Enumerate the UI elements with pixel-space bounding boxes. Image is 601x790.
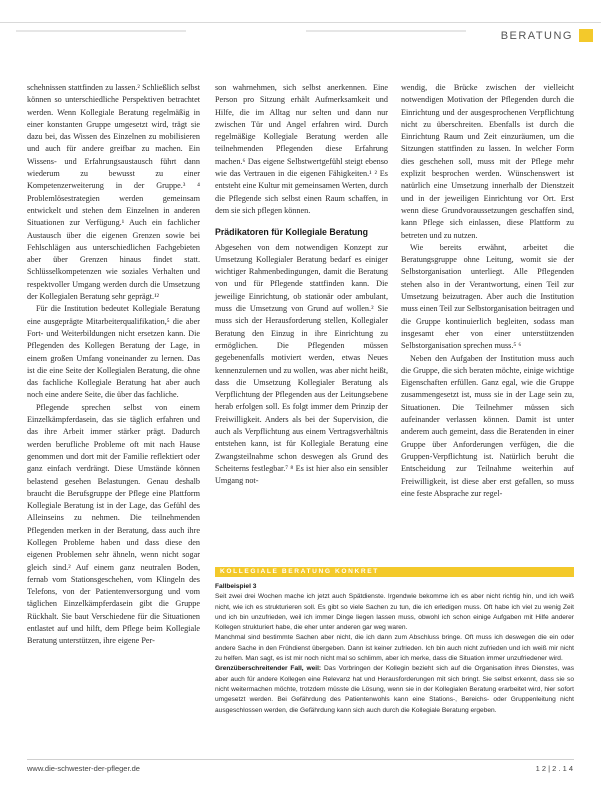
column-3: [401, 82, 574, 560]
header-decoration-left: [16, 30, 186, 32]
footer-url[interactable]: www.die-schwester-der-pfleger.de: [27, 764, 140, 773]
case-text-3: [215, 664, 574, 715]
section-badge: [579, 29, 593, 42]
col1-paragraph-3: Pflegende sprechen selbst von einem Einzelkämpferdasein, das sie täglich erfahren und das ihre Arbeit immer stärker prägt. Dadurch werden berufliche Probleme oft mit nach Hause genommen und dort mit der Familie reflektiert oder ganz einfach verdrängt. Diese Umstände können belastend gesehen Belastungen. Genau deshalb braucht die Berufsgruppe der Pflege eine Plattform Kollegiale Beratung ist in der Lage, das Gefühl des Alleinseins zu nehmen. Die teilnehmenden Pflegenden merken in der Beratung, dass auch ihre Kollegen Probleme haben und dass diese den eigenen Problemen sehr ähneln, wenn nicht sogar gleich sind.² Auf einem ganz neutralen Boden, fernab vom Stationsgeschehen, vom Klingeln des Telefons, von der Patientenversorgung und vom täglichen Einzelkämpferdasein gibt die Gruppe Rückhalt. Sie baut Verschiedene für die Situationen entlastet auf und hilft, dem Pflege beim Kollegiale Beratung unterstützen, ihre eigene Per-: [27, 402, 200, 646]
case-bold-label: Grenzüberschreitender Fall, weil:: [215, 665, 322, 673]
case-text-3-body: Das Vorbringen der Kollegin bezieht sich auf die Organisation ihres Dienstes, was aber auch für andere Kollegen eine Relevanz hat und Herausforderungen mit sich bringt. Sie selbst erkennt, dass sie so nicht weitermachen möchte, trotzdem müsste die Lösung, wenn sie in der Kollegialen Beratung erarbeitet wird, hier sofort umgesetzt werden. Bei Gefährdung des Patientenwohls kann eine Stations-, Bereichs- oder Gruppenleitung nicht ausgeschlossen werden, die Gefährdung kann sich auch durch die Kollegiale Beratung ergeben.: [215, 665, 574, 714]
case-box-header: KOLLEGIALE BERATUNG KONKRET: [215, 567, 574, 577]
header-decoration-middle: [306, 30, 466, 32]
column-1: [27, 82, 200, 758]
case-title: Fallbeispiel 3: [215, 583, 257, 590]
col3-paragraph-3: Neben den Aufgaben der Institution muss auch die Gruppe, die sich beraten möchte, einige wichtige Eigenschaften erfüllen. Ganz egal, wie die Gruppe zusammengesetzt ist, muss sie in der Lage sein zu, Situationen. Die Teilnehmer müssen sich aufeinander verlassen können. Damit ist unter anderem auch gemeint, dass die Beratenden in einer Gruppe über Anforderungen verfügen, die die Gruppen-Verpflichtung ist. Natürlich beruht die Entscheidung zur Teilnahme weiterhin auf Freiwilligkeit, ist diese aber erst gefallen, so muss eine feste Absprache zur regel-: [401, 353, 574, 498]
case-box-body: [215, 577, 574, 716]
footer-rule: [27, 759, 574, 760]
col1-paragraph-2: Für die Institution bedeutet Kollegiale Beratung eine ausgeprägte Mitarbeiterqualifikation,⁵ die aber Fort- und Weiterbildungen nicht ersetzen kann. Die Pflegenden des Kollegen Beratung der Lage, in einem großen Umfang voneinander zu lernen. Das ist die eine Seite der Kollegialen Beratung, die ohne das fachliche Kollegiale Beratung hat aber auch noch eine andere Seite, die über das fachliche.: [27, 304, 200, 400]
case-text-2: Manchmal sind bestimmte Sachen aber nicht, die ich dann zum Abschluss bringe. Oft muss ich deswegen die ein oder andere Sache in den Frühdienst übergeben. Dann ist keiner zufrieden. Ich bin auch nicht zufrieden und ich weiß mir nicht zu helfen. Man sagt, es ist mir noch nicht mal so schlimm, aber ich merke, dass die Situation immer unzufriedener wird.: [215, 634, 574, 663]
col3-paragraph-2: Wie bereits erwähnt, arbeitet die Beratungsgruppe ohne Leitung, womit sie der Selbstorganisation unterliegt. Alle Pflegenden stehen also in der Verantwortung, einen Teil zur Umsetzung beizutragen. Aber auch die Institution muss einen Teil zur Selbstorganisation beitragen und die Gruppe kontinuierlich begleiten, sodass man insgesamt eher von einer unterstützenden Selbstorganisation sprechen muss.⁵ ⁶: [401, 242, 574, 351]
col2-paragraph-1: son wahrnehmen, sich selbst anerkennen. Eine Person pro Sitzung erhält Aufmerksamkeit und Hilfe, die im Alltag nur selten und dann nur zwischen Tür und Angel erfahren wird. Durch regelmäßige Kollegiale Beratung werden alle teilnehmenden Pflegenden diese Erfahrung machen.⁶ Das eigene Selbstwertgefühl steigt ebenso wie das Vertrauen in die eigenen Fähigkeiten.¹ ² Es entsteht eine Kultur mit gemeinsamen Werten, durch die Pflegende sich selbst einen Raum schaffen, in dem sie sich pflegen können.: [215, 83, 388, 215]
section-label: BERATUNG: [500, 30, 573, 42]
col2-paragraph-2: Abgesehen von dem notwendigen Konzept zur Umsetzung Kollegialer Beratung bedarf es einiger wichtiger Rahmenbedingungen, damit die Beratung von und für Pflegende stattfinden kann. Die jeweilige Einrichtung, ob stationär oder ambulant, muss die Umsetzung von Grund auf wollen.² Sie muss sich der Herausforderung stellen, Kollegialer Beratung den Einzug in ihre Einrichtung zu ermöglichen. Die Pflegenden müssen gegebenenfalls motiviert werden, etwas Neues kennenzulernen und zu wollen, was aber nicht heißt, dass die Umsetzung Kollegialer Beratung als Verpflichtung der Pflegenden aus der Leitungsebene herab erfolgen soll. Es folgt immer dem Prinzip der Freiwilligkeit. Anders als bei der Supervision, die auch als Verpflichtung aus einem Vertragsverhältnis entstehen kann, ist für Kollegiale Beratung eine Zwangsteilnahme schon deswegen als Grund des Scheiterns festlegbar.⁷ ⁸ Es ist hier also ein sensibler Umgang not-: [215, 242, 388, 486]
footer-page-number: 1 2 | 2 . 1 4: [535, 764, 573, 773]
col1-paragraph-1: schehnissen stattfinden zu lassen.² Schließlich selbst können so unterschiedliche Perspektiven betrachtet werden. Wenn Kollegiale Beratung regelmäßig in einer konstanten Gruppe umgesetzt wird, trägt sie dazu bei, das Wissen des Einzelnen zu mobilisieren und auch für andere greifbar zu machen. Ein Wissens- und Erfahrungsaustausch führt dann wiederum zu bewusst zu einer Kompetenzerweiterung in der Gruppe.³ ⁴ Problemlösestrategien werden gemeinsam entwickelt und stehen dem Einzelnen in anderen Situationen zur Verfügung.¹ Auch ein fachlicher Austausch über die eigenen Grenzen sowie bei Fehlschlägen aus unterschiedlichen Fachgebieten aber über Grenzen hinaus findet statt. Schlüsselkompetenzen wie soziales Verhalten und respektvoller Umgang werden durch die Umsetzung der Kollegialen Beratung sehr geprägt.¹²: [27, 83, 200, 302]
section-subheading: Prädikatoren für Kollegiale Beratung: [215, 227, 369, 238]
column-2: [215, 82, 388, 560]
case-text-1: Seit zwei drei Wochen mache ich jetzt auch Spätdienste. Irgendwie bekomme ich es aber nicht richtig hin, und ich weiß nicht, wie ich es strukturieren soll. Es gibt so viele Sachen zu tun, die ich erledigen muss. Oft habe ich viel zu wenig Zeit und ich bin unzufrieden, weil ich immer Dinge liegen lassen muss, obwohl ich schon einige Aufgaben mit Hilfe anderer Kollegen strukturiert habe, die eher unter anderen gar weg waren.: [215, 593, 574, 632]
case-example-box: [215, 567, 574, 727]
page-header: [16, 18, 578, 38]
col3-paragraph-1: wendig, die Brücke zwischen der vielleicht notwendigen Motivation der Pflegenden durch die Einrichtung und der ausgesprochenen Verpflichtung nicht zu überschreiten. Ebenfalls ist durch die Einrichtung Raum und Zeit einzuräumen, um die Sitzungen stattfinden zu lassen. In welcher Form dies geschehen soll, muss mit der Pflege mehr explizit besprochen werden. Wünschenswert ist natürlich eine Umsetzung innerhalb der Dienstzeit und in der jeweiligen Einrichtung vor Ort. Erst wenn diese Grundvoraussetzungen geschaffen sind, kann Pflege sich einlassen, diese Plattform zu betreten und zu nutzen.: [401, 83, 574, 240]
